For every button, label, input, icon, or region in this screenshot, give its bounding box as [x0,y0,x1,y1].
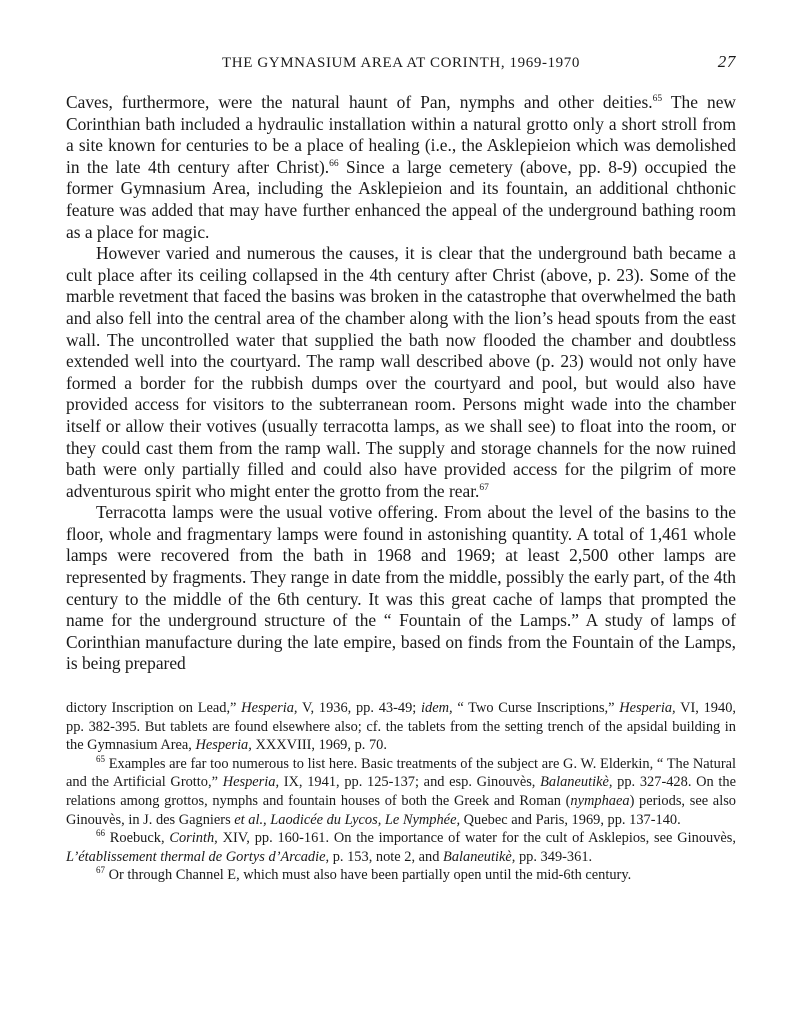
fn65-italic-1: Hesperia, [222,774,280,791]
fn66-text-3: p. 153, note 2, and [329,848,444,865]
footnote-ref-67: 67 [479,482,489,493]
paragraph-1 [66,92,736,243]
fn65-text-2: IX, 1941, pp. 125-137; and esp. Ginouvès, [279,774,541,791]
running-title: THE GYMNASIUM AREA AT CORINTH, 1969-1970 [222,55,580,71]
footnote-66-number: 66 [96,828,105,839]
fn65-italic-4: et al., Laodicée du Lycos, Le Nymphée, [234,811,461,828]
fn65-text-5: Quebec and Paris, 1969, pp. 137-140. [460,811,681,828]
fn66-italic-1: Corinth, [169,830,218,847]
footnote-65-number: 65 [96,754,105,765]
fn65-italic-3: nymphaea [570,793,630,809]
paragraph-2 [66,243,736,502]
footnote-67 [66,866,736,885]
p2-text-1: However varied and numerous the causes, it is clear that the underground bath became a cult place after its ceiling collapsed in the 4th century after Christ (above, p. 23). Some of the marble revetment that faced the basins was broken in the catastrophe that overwhelmed the bath and also fell into the central area of the chamber along with the lion’s head spouts from the east wall. The uncontrolled water that supplied the bath now flooded the chamber and doubtless extended well into the courtyard. The ramp wall described above (p. 23) would not only have formed a border for the rubbish dumps over the courtyard and pool, but would also have provided access for visitors to the subterranean room. Persons might wade into the chamber itself or allow their votives (usually terracotta lamps, as we shall see) to float into the room, or they could cast them from the ramp wall. The supply and storage channels for the now ruined bath were only partially filled and could also have provided access for the pilgrim of more adventurous spirit who might enter the grotto from the rear. [66,243,736,501]
fn66-text-2: XIV, pp. 160-161. On the importance of water for the cult of Asklepios, see Ginouvès, [217,830,736,847]
fn-cont-text-2: V, 1936, pp. 43-49; [297,700,422,717]
fn65-italic-2: Balaneutikè, [540,774,613,791]
fn67-text-1: Or through Channel E, which must also have been partially open until the mid-6th century. [105,867,632,884]
fn65-text-1: Examples are far too numerous to list here. Basic treatments of the subject are G. W. Elderkin, “ The Natural and the Artificial Grotto,” [66,755,736,791]
running-header [66,52,736,76]
fn-cont-text-4: VI, 1940, pp. 382-395. But tablets are found elsewhere also; cf. the tablets from the setting trench of the apsidal building in the Gymnasium Area, [66,700,736,754]
footnotes [66,699,736,885]
footnote-ref-66: 66 [329,158,339,169]
fn-cont-text-5: XXXVIII, 1969, p. 70. [251,737,387,754]
fn65-text-3: pp. 327-428. On the relations among grottos, nymphs and fountain houses of both the Greek and Roman ( [66,774,736,809]
fn66-italic-3: Balaneutikè, [443,848,516,865]
p1-text-3: Since a large cemetery (above, pp. 8-9) occupied the former Gymnasium Area, including the Asklepieion and its fountain, an additional chthonic feature was added that may have further enhanced the appeal of the underground bathing room as a place for magic. [66,156,736,242]
footnote-ref-65: 65 [652,94,663,105]
fn66-text-1: Roebuck, [105,830,170,847]
fn-cont-italic-4: Hesperia, [195,737,252,754]
footnote-continuation [66,699,736,755]
page-number: 27 [717,52,736,71]
fn-cont-text-1: dictory Inscription on Lead,” [66,700,242,717]
p1-text-1: Caves, furthermore, were the natural haunt of Pan, nymphs and other deities. [66,92,653,112]
footnote-65 [66,755,736,829]
body-text [66,92,736,675]
fn66-text-4: pp. 349-361. [515,848,593,865]
fn-cont-italic-3: Hesperia, [619,700,676,717]
footnote-67-number: 67 [96,865,105,876]
p3-text-1: Terracotta lamps were the usual votive offering. From about the level of the basins to the floor, whole and fragmentary lamps were found in astonishing quantity. A total of 1,461 whole lamps were recovered from the bath in 1968 and 1969; at least 2,500 other lamps are represented by fragments. They range in date from the middle, possibly the early part, of the 4th century to the middle of the 6th century. It was this great cache of lamps that prompted the name for the underground structure of the “ Fountain of the Lamps.” A study of lamps of Corinthian manufacture during the late empire, based on finds from the Fountain of the Lamps, is being prepared [66,502,736,674]
page [66,52,736,885]
footnote-66 [66,829,736,866]
fn65-text-4: ) periods, see also Ginouvès, in J. des Gagniers [66,793,736,828]
fn-cont-italic-1: Hesperia, [241,700,298,717]
fn-cont-text-3: “ Two Curse Inscriptions,” [452,700,620,717]
fn66-italic-2: L’établissement thermal de Gortys d’Arcadie, [66,848,330,865]
p1-text-2: The new Corinthian bath included a hydraulic installation within a natural grotto only a short stroll from a site known for centuries to be a place of healing (i.e., the Asklepieion which was demolished in the late 4th century after Christ). [66,92,736,177]
fn-cont-italic-2: idem, [421,700,453,717]
paragraph-3 [66,502,736,675]
